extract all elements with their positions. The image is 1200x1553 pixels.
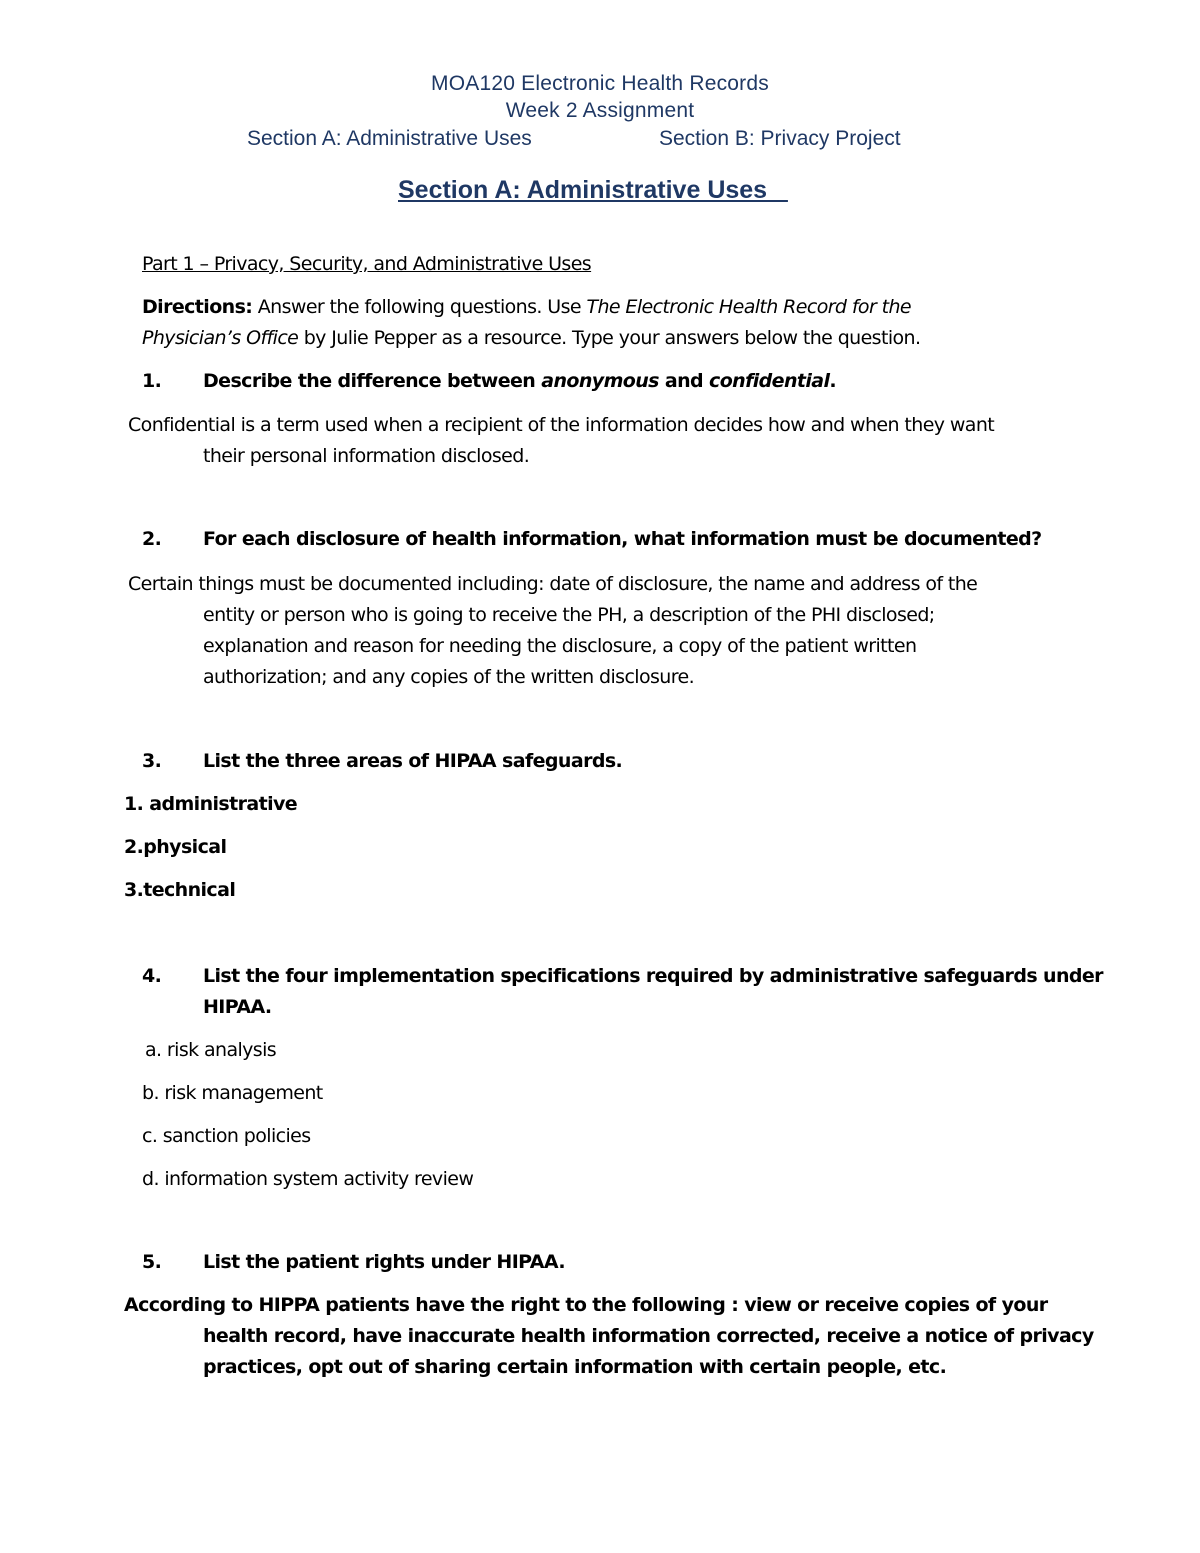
directions-text: Answer the following questions. Use (252, 296, 587, 318)
answer-line: Confidential is a term used when a recipient of the information decides how and when they want (128, 414, 995, 436)
book-title: The Electronic Health Record for the (586, 296, 911, 318)
question-number: 3. (142, 750, 162, 772)
question-text (203, 366, 836, 397)
question-text: List the four implementation specifications required by administrative safeguards under (203, 965, 1103, 987)
answer-line: authorization; and any copies of the written disclosure. (203, 666, 695, 688)
directions-line-1 (142, 292, 911, 323)
answer-line: explanation and reason for needing the disclosure, a copy of the patient written (203, 635, 917, 657)
section-a-label: Section A: Administrative Uses (247, 127, 532, 150)
directions-line-2 (142, 323, 920, 354)
section-title: Section A: Administrative Uses (398, 176, 788, 204)
q1-text-pre: Describe the difference between (203, 370, 542, 392)
course-title: MOA120 Electronic Health Records (431, 72, 769, 95)
answer-line: According to HIPPA patients have the right to the following : view or receive copies of your (124, 1294, 1048, 1316)
answer-item: a. risk analysis (145, 1039, 277, 1061)
section-b-label: Section B: Privacy Project (659, 127, 901, 150)
q1-text-post: . (829, 370, 837, 392)
answer-item: d. information system activity review (142, 1168, 474, 1190)
part-heading: Part 1 – Privacy, Security, and Administrative Uses (142, 253, 592, 275)
assignment-title: Week 2 Assignment (505, 99, 695, 122)
answer-item: b. risk management (142, 1082, 323, 1104)
question-text: List the patient rights under HIPAA. (203, 1251, 565, 1273)
answer-line: practices, opt out of sharing certain information with certain people, etc. (203, 1356, 947, 1378)
question-text: List the three areas of HIPAA safeguards. (203, 750, 623, 772)
question-number: 2. (142, 528, 162, 550)
answer-line: entity or person who is going to receive the PH, a description of the PHI disclosed; (203, 604, 935, 626)
answer-line: Certain things must be documented including: date of disclosure, the name and address of the (128, 573, 978, 595)
answer-item: 2.physical (124, 836, 227, 858)
q1-text-mid: and (658, 370, 710, 392)
question-number: 1. (142, 370, 162, 392)
q1-term-confidential: confidential (709, 370, 830, 392)
book-title-cont: Physician’s Office (142, 327, 299, 349)
answer-item: 1. administrative (124, 793, 298, 815)
answer-line: health record, have inaccurate health information corrected, receive a notice of privacy (203, 1325, 1094, 1347)
question-text: For each disclosure of health information, what information must be documented? (203, 528, 1042, 550)
question-number: 5. (142, 1251, 162, 1273)
q1-term-anonymous: anonymous (541, 370, 659, 392)
question-text-cont: HIPAA. (203, 996, 272, 1018)
answer-item: 3.technical (124, 879, 236, 901)
answer-line: their personal information disclosed. (203, 445, 530, 467)
question-number: 4. (142, 965, 162, 987)
directions-label: Directions: (142, 296, 253, 318)
answer-item: c. sanction policies (142, 1125, 311, 1147)
directions-text-cont: by Julie Pepper as a resource. Type your answers below the question. (298, 327, 921, 349)
